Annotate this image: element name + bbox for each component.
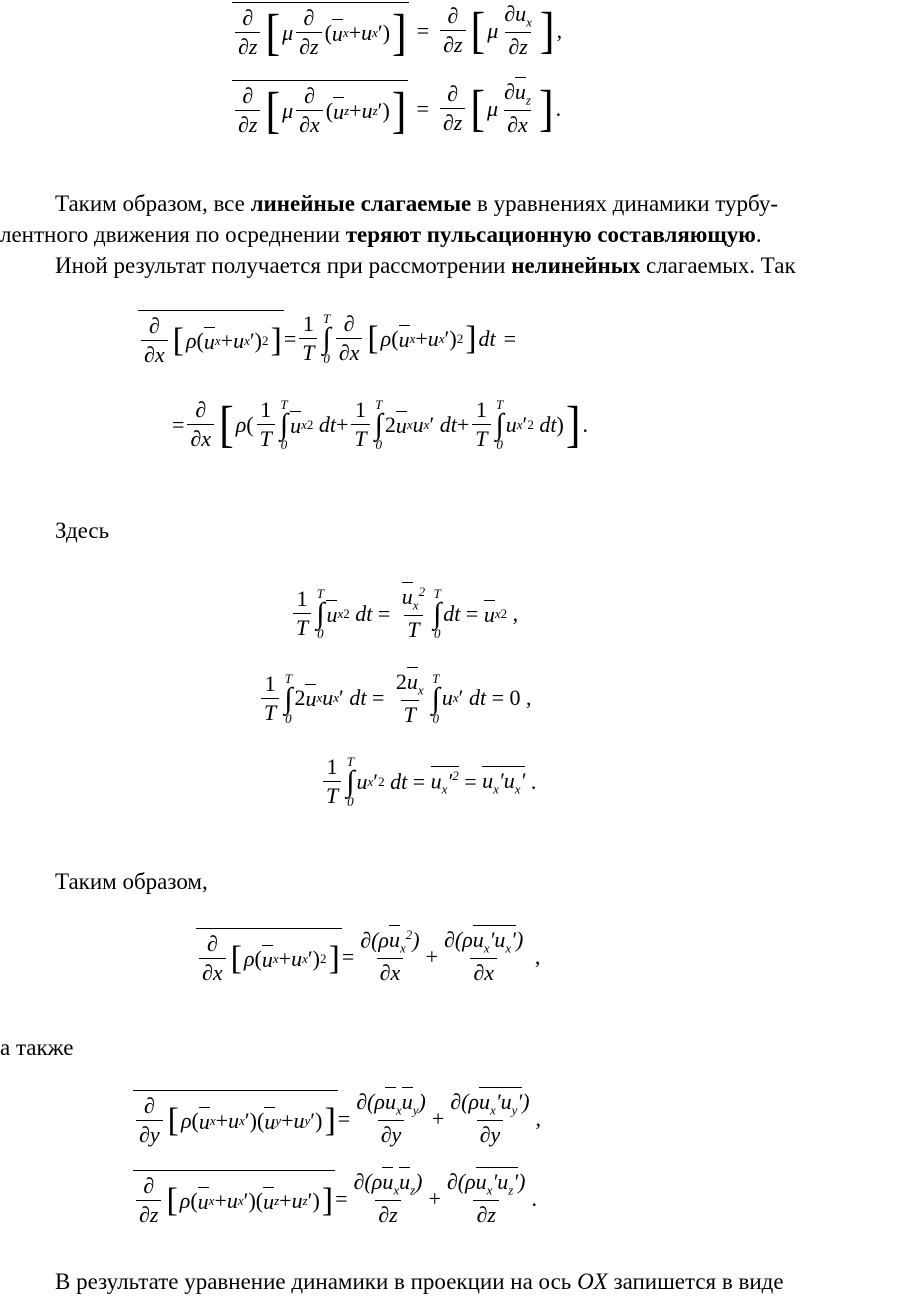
overline-expression: $\frac{\partial}{\partial z}$ [ μ $\frac{\partial}{\partial z}$ ( u x + u x ′) ] — [232, 2, 409, 59]
paragraph-linear-terms-line1: Таким образом, все линейные слагаемые в уравнениях динамики турбу- — [55, 191, 779, 216]
equation-3-line1: $\frac{\partial}{\partial x}$ [ ρ ( u x + u x ′) 2 ] = $\frac{1}{T}$ T ∫ 0 $\frac{\partial}{\partial x}$ [ ρ ( u x + u x ′) 2 ] dt = — [138, 310, 516, 367]
equation-2: $\frac{\partial}{\partial z}$ [ μ $\frac{\partial}{\partial x}$ ( u z + u z ′) ] = $\frac{\partial}{\partial z}$ [ μ $\frac{\partial u_z}{\partial x}$ ] . — [232, 80, 561, 137]
equation-4b: $\frac{1}{T}$ T ∫ 0 2 u x u x ′ dt = $\frac{2u_x}{T}$ T ∫ 0 u x ′ dt = 0 , — [258, 670, 532, 727]
equation-6b: $\frac{\partial}{\partial z}$ [ ρ ( u x + u x ′)( u z + u z ′) ] = $\frac{\partial(\rho u_xu_z)}{\partial z}$ + $\frac{\partial(\rho u_x'u_z')}{\partial z}$ . — [133, 1170, 537, 1227]
equation-5: $\frac{\partial}{\partial x}$ [ ρ ( u x + u x ′) 2 ] = $\frac{\partial(\rho u_x^2)}{\partial x}$ + $\frac{\partial(\rho u_x'u_x')}{\partial x}$ , — [196, 928, 540, 985]
paragraph-result: В результате уравнение динамики в проекции на ось OX запишется в виде — [55, 1269, 784, 1294]
phrase-also: а также — [0, 1035, 74, 1060]
paragraph-thus: Таким образом, — [55, 869, 208, 894]
equation-3-line2: = $\frac{\partial}{\partial x}$ [ ρ ( $\frac{1}{T}$ T ∫ 0 u x 2 dt + $\frac{1}{T}$ T ∫ 0 2 u x u x ′ dt + $\frac{1}{T}$ T ∫ 0 u x ′ 2 dt ) ] . — [172, 395, 588, 453]
word-here: Здесь — [55, 518, 110, 543]
paragraph-linear-terms-line2: лентного движения по осреднении теряют пульсационную составляющую. — [0, 222, 762, 247]
equation-4a: $\frac{1}{T}$ T ∫ 0 u x 2 dt = $\frac{u_x^2}{T}$ T ∫ 0 dt = u x 2 , — [290, 585, 518, 642]
equation-1: $\frac{\partial}{\partial z}$ [ μ $\frac{\partial}{\partial z}$ ( u x + u x ′) ] = $\frac{\partial}{\partial z}$ [ μ $\frac{\partial u_x}{\partial z}$ ] , — [232, 2, 562, 59]
equation-6a: $\frac{\partial}{\partial y}$ [ ρ ( u x + u x ′)( u y + u y ′) ] = $\frac{\partial(\rho u_xu_y)}{\partial y}$ + $\frac{\partial(\rho u_x'u_y')}{\partial y}$ , — [133, 1090, 541, 1147]
equation-4c: $\frac{1}{T}$ T ∫ 0 u x ′ 2 dt = $u_x'^2$ = $u_x'u_x'$ . — [320, 755, 536, 808]
overline-expression: $\frac{\partial}{\partial z}$ [ μ $\frac{\partial}{\partial x}$ ( u z + u z ′) ] — [232, 80, 408, 137]
paragraph-nonlinear-terms: Иной результат получается при рассмотрении нелинейных слагаемых. Так — [55, 253, 796, 278]
